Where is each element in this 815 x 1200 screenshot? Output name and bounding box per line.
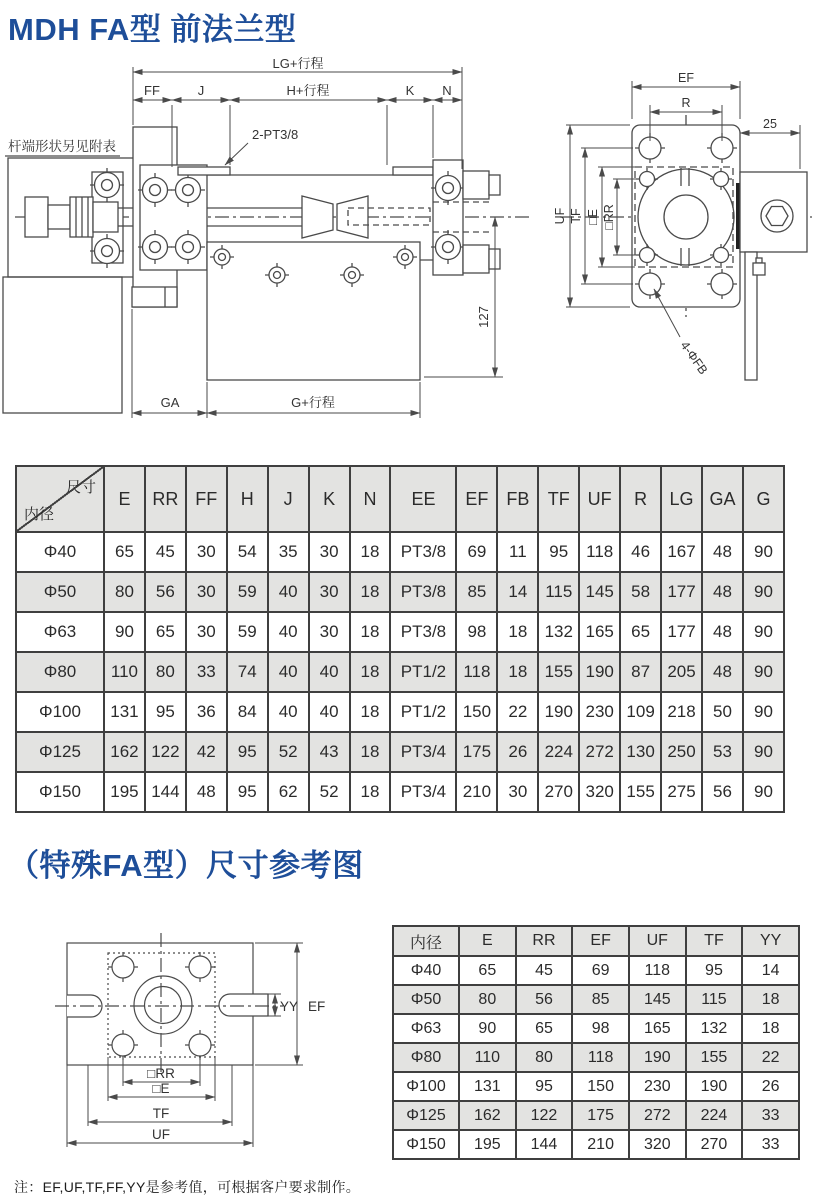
value-cell: 167 [661, 532, 702, 572]
page-title: MDH FA型 前法兰型 [8, 12, 297, 47]
value-cell: PT3/8 [390, 612, 456, 652]
dim-label-25: 25 [763, 117, 777, 131]
value-cell: 162 [104, 732, 145, 772]
value-cell: 110 [459, 1043, 516, 1072]
value-cell: 275 [661, 772, 702, 812]
value-cell: PT3/4 [390, 732, 456, 772]
table-row [16, 652, 784, 692]
value-cell: 175 [572, 1101, 629, 1130]
table-row [393, 1014, 799, 1043]
value-cell: 84 [227, 692, 268, 732]
corner-label-size: 尺寸 [65, 479, 96, 496]
value-cell: 131 [104, 692, 145, 732]
column-header: LG [661, 466, 702, 532]
value-cell: 18 [350, 572, 391, 612]
dim-label-lg: LG+行程 [272, 56, 324, 71]
bore-cell: Φ80 [393, 1043, 459, 1072]
value-cell: 62 [268, 772, 309, 812]
value-cell: PT1/2 [390, 652, 456, 692]
value-cell: 177 [661, 572, 702, 612]
value-cell: 18 [350, 732, 391, 772]
value-cell: 110 [104, 652, 145, 692]
value-cell: 155 [538, 652, 579, 692]
bore-cell: Φ40 [393, 956, 459, 985]
column-header: H [227, 466, 268, 532]
value-cell: 130 [620, 732, 661, 772]
value-cell: 18 [350, 612, 391, 652]
value-cell: 98 [572, 1014, 629, 1043]
value-cell: 132 [686, 1014, 743, 1043]
value-cell: 56 [516, 985, 573, 1014]
value-cell: 14 [497, 572, 538, 612]
value-cell: 18 [742, 985, 799, 1014]
value-cell: 90 [743, 652, 784, 692]
bore-cell: Φ125 [16, 732, 104, 772]
value-cell: 69 [572, 956, 629, 985]
dim-label-h: H+行程 [286, 83, 330, 98]
value-cell: 18 [350, 532, 391, 572]
table-row [16, 772, 784, 812]
value-cell: 145 [579, 572, 620, 612]
value-cell: 230 [629, 1072, 686, 1101]
value-cell: 90 [743, 572, 784, 612]
value-cell: 50 [702, 692, 743, 732]
value-cell: 320 [579, 772, 620, 812]
table-row [16, 692, 784, 732]
column-header: RR [145, 466, 186, 532]
value-cell: 95 [227, 732, 268, 772]
dim-label-tf: TF [152, 1106, 170, 1121]
column-header: E [459, 926, 516, 956]
dim-label-square-e: □E [586, 209, 600, 225]
value-cell: 165 [579, 612, 620, 652]
value-cell: 33 [186, 652, 227, 692]
value-cell: 46 [620, 532, 661, 572]
value-cell: 30 [309, 572, 350, 612]
value-cell: 45 [145, 532, 186, 572]
value-cell: 80 [104, 572, 145, 612]
column-header: J [268, 466, 309, 532]
bore-cell: Φ150 [16, 772, 104, 812]
value-cell: 85 [456, 572, 497, 612]
value-cell: 150 [572, 1072, 629, 1101]
table-row [393, 1130, 799, 1159]
value-cell: PT3/8 [390, 532, 456, 572]
value-cell: 52 [309, 772, 350, 812]
column-header: R [620, 466, 661, 532]
bore-cell: Φ100 [393, 1072, 459, 1101]
dim-label-ef: EF [678, 71, 694, 85]
value-cell: 95 [686, 956, 743, 985]
value-cell: 30 [309, 532, 350, 572]
ref-table-head [393, 926, 799, 956]
value-cell: 30 [186, 612, 227, 652]
value-cell: 87 [620, 652, 661, 692]
value-cell: 155 [620, 772, 661, 812]
value-cell: 210 [456, 772, 497, 812]
dim-label-k: K [405, 83, 415, 98]
value-cell: 18 [497, 612, 538, 652]
column-header: EF [456, 466, 497, 532]
dim-label-r: R [681, 96, 691, 110]
value-cell: 30 [497, 772, 538, 812]
bore-cell: Φ63 [16, 612, 104, 652]
value-cell: 95 [538, 532, 579, 572]
value-cell: 95 [145, 692, 186, 732]
value-cell: 205 [661, 652, 702, 692]
value-cell: 270 [686, 1130, 743, 1159]
table-row [393, 1043, 799, 1072]
value-cell: 272 [629, 1101, 686, 1130]
value-cell: 155 [686, 1043, 743, 1072]
value-cell: 175 [456, 732, 497, 772]
value-cell: 40 [309, 652, 350, 692]
value-cell: 33 [742, 1101, 799, 1130]
value-cell: 90 [743, 692, 784, 732]
column-header: G [743, 466, 784, 532]
value-cell: 74 [227, 652, 268, 692]
value-cell: 26 [497, 732, 538, 772]
value-cell: 131 [459, 1072, 516, 1101]
rod-end-note: 杆端形状另见附表 [8, 139, 116, 154]
value-cell: 224 [538, 732, 579, 772]
value-cell: 40 [268, 692, 309, 732]
value-cell: PT3/8 [390, 572, 456, 612]
value-cell: 69 [456, 532, 497, 572]
value-cell: 65 [145, 612, 186, 652]
dim-label-uf: UF [152, 1127, 170, 1142]
value-cell: 30 [186, 532, 227, 572]
value-cell: 42 [186, 732, 227, 772]
dim-label-square-rr: □RR [602, 204, 616, 230]
column-header: TF [686, 926, 743, 956]
value-cell: 90 [104, 612, 145, 652]
value-cell: 65 [104, 532, 145, 572]
value-cell: 65 [620, 612, 661, 652]
dim-label-g: G+行程 [291, 395, 335, 410]
cylinder-body-geometry [3, 127, 532, 413]
main-dimension-table [15, 465, 785, 813]
value-cell: 14 [742, 956, 799, 985]
value-cell: 90 [743, 732, 784, 772]
value-cell: 22 [497, 692, 538, 732]
value-cell: 40 [268, 572, 309, 612]
value-cell: 95 [516, 1072, 573, 1101]
value-cell: 115 [538, 572, 579, 612]
table-row [393, 985, 799, 1014]
value-cell: 48 [702, 612, 743, 652]
value-cell: 122 [145, 732, 186, 772]
value-cell: 48 [702, 572, 743, 612]
dim-label-n: N [442, 83, 452, 98]
value-cell: 144 [145, 772, 186, 812]
main-table-body [16, 532, 784, 812]
value-cell: 30 [309, 612, 350, 652]
value-cell: 224 [686, 1101, 743, 1130]
value-cell: 177 [661, 612, 702, 652]
value-cell: 18 [497, 652, 538, 692]
value-cell: 190 [629, 1043, 686, 1072]
mount-holes-label: 4-ΦFB [677, 338, 711, 378]
value-cell: 59 [227, 612, 268, 652]
value-cell: 145 [629, 985, 686, 1014]
value-cell: 53 [702, 732, 743, 772]
value-cell: 118 [456, 652, 497, 692]
bore-cell: Φ40 [16, 532, 104, 572]
table-corner-cell [16, 466, 104, 532]
bore-cell: Φ150 [393, 1130, 459, 1159]
value-cell: 218 [661, 692, 702, 732]
bore-cell: Φ50 [393, 985, 459, 1014]
value-cell: 230 [579, 692, 620, 732]
corner-label-bore: 内径 [24, 506, 55, 523]
value-cell: 45 [516, 956, 573, 985]
dim-label-j: J [197, 83, 205, 98]
value-cell: 144 [516, 1130, 573, 1159]
value-cell: 195 [459, 1130, 516, 1159]
table-row [16, 732, 784, 772]
bore-cell: Φ50 [16, 572, 104, 612]
value-cell: 11 [497, 532, 538, 572]
value-cell: 162 [459, 1101, 516, 1130]
dim-label-ff: FF [144, 83, 160, 98]
ref-table-header-row [393, 926, 799, 956]
value-cell: 36 [186, 692, 227, 732]
value-cell: 210 [572, 1130, 629, 1159]
table-row [16, 572, 784, 612]
value-cell: 118 [629, 956, 686, 985]
table-row [16, 532, 784, 572]
bore-cell: Φ63 [393, 1014, 459, 1043]
value-cell: 65 [459, 956, 516, 985]
value-cell: 40 [268, 652, 309, 692]
value-cell: 122 [516, 1101, 573, 1130]
footnote: 注：EF,UF,TF,FF,YY是参考值，可根据客户要求制作。 [14, 1179, 361, 1195]
bore-cell: Φ100 [16, 692, 104, 732]
value-cell: 272 [579, 732, 620, 772]
value-cell: 58 [620, 572, 661, 612]
cylinder-side-view-drawing [0, 55, 540, 450]
special-fa-geometry [55, 933, 283, 1075]
column-header: GA [702, 466, 743, 532]
value-cell: 115 [686, 985, 743, 1014]
value-cell: 95 [227, 772, 268, 812]
table-row [393, 1101, 799, 1130]
value-cell: 56 [145, 572, 186, 612]
column-header: RR [516, 926, 573, 956]
dim-label-yy: YY [280, 999, 299, 1014]
value-cell: 80 [516, 1043, 573, 1072]
value-cell: 90 [743, 612, 784, 652]
dim-label-ga: GA [160, 395, 180, 410]
special-fa-reference-table [392, 925, 800, 1160]
section-title: （特殊FA型）尺寸参考图 [8, 848, 364, 883]
dim-label-tf: TF [569, 208, 583, 224]
column-header: FB [497, 466, 538, 532]
value-cell: 132 [538, 612, 579, 652]
value-cell: 320 [629, 1130, 686, 1159]
value-cell: 35 [268, 532, 309, 572]
value-cell: 18 [742, 1014, 799, 1043]
value-cell: 33 [742, 1130, 799, 1159]
value-cell: 270 [538, 772, 579, 812]
value-cell: 150 [456, 692, 497, 732]
flange-front-view-drawing [540, 55, 815, 445]
column-header: N [350, 466, 391, 532]
dim-label-ef: EF [308, 999, 326, 1014]
value-cell: 54 [227, 532, 268, 572]
value-cell: 85 [572, 985, 629, 1014]
dim-label-square-e: □E [152, 1081, 170, 1096]
value-cell: 190 [579, 652, 620, 692]
table-row [393, 1072, 799, 1101]
main-table-header-row [16, 466, 784, 532]
special-fa-reference-drawing [15, 905, 385, 1175]
column-header: UF [579, 466, 620, 532]
value-cell: PT3/4 [390, 772, 456, 812]
column-header: K [309, 466, 350, 532]
column-header: 内径 [393, 926, 459, 956]
value-cell: 18 [350, 772, 391, 812]
value-cell: 250 [661, 732, 702, 772]
value-cell: PT1/2 [390, 692, 456, 732]
value-cell: 52 [268, 732, 309, 772]
dim-label-127: 127 [476, 306, 491, 328]
bore-cell: Φ125 [393, 1101, 459, 1130]
value-cell: 98 [456, 612, 497, 652]
value-cell: 118 [579, 532, 620, 572]
table-row [393, 956, 799, 985]
value-cell: 40 [268, 612, 309, 652]
ref-table-body [393, 956, 799, 1159]
value-cell: 22 [742, 1043, 799, 1072]
value-cell: 195 [104, 772, 145, 812]
value-cell: 90 [743, 532, 784, 572]
value-cell: 48 [702, 532, 743, 572]
table-row [16, 612, 784, 652]
value-cell: 48 [186, 772, 227, 812]
column-header: E [104, 466, 145, 532]
value-cell: 59 [227, 572, 268, 612]
main-table-head [16, 466, 784, 532]
dim-label-uf: UF [553, 207, 567, 225]
value-cell: 80 [145, 652, 186, 692]
value-cell: 18 [350, 652, 391, 692]
value-cell: 80 [459, 985, 516, 1014]
value-cell: 56 [702, 772, 743, 812]
value-cell: 90 [743, 772, 784, 812]
value-cell: 90 [459, 1014, 516, 1043]
port-thread-label: 2-PT3/8 [252, 127, 299, 142]
value-cell: 190 [538, 692, 579, 732]
column-header: TF [538, 466, 579, 532]
column-header: EF [572, 926, 629, 956]
bore-cell: Φ80 [16, 652, 104, 692]
value-cell: 165 [629, 1014, 686, 1043]
value-cell: 118 [572, 1043, 629, 1072]
column-header: FF [186, 466, 227, 532]
value-cell: 190 [686, 1072, 743, 1101]
column-header: UF [629, 926, 686, 956]
column-header: EE [390, 466, 456, 532]
value-cell: 26 [742, 1072, 799, 1101]
value-cell: 109 [620, 692, 661, 732]
value-cell: 48 [702, 652, 743, 692]
column-header: YY [742, 926, 799, 956]
value-cell: 65 [516, 1014, 573, 1043]
value-cell: 40 [309, 692, 350, 732]
value-cell: 18 [350, 692, 391, 732]
value-cell: 30 [186, 572, 227, 612]
dim-label-square-rr: □RR [147, 1066, 175, 1081]
value-cell: 43 [309, 732, 350, 772]
